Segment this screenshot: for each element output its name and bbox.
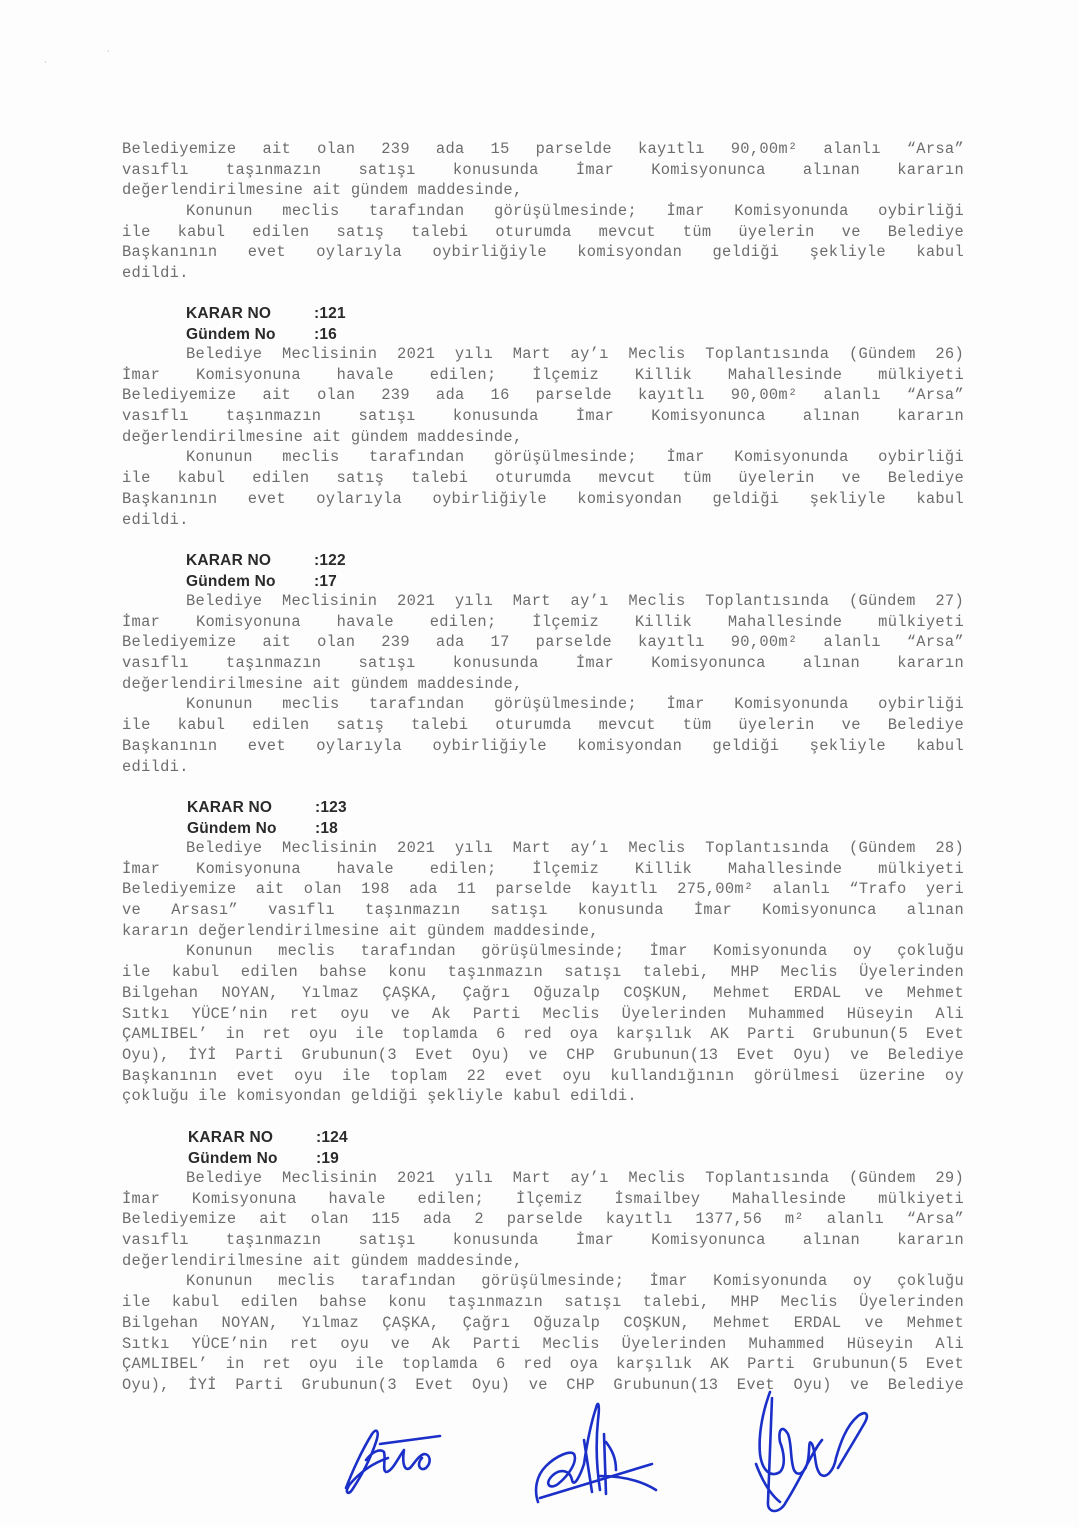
text-line: ÇAMLIBEL’ in ret oyu ile toplamda 6 red oya karşılık AK Parti Grubunun(5 Evet bbox=[122, 1355, 964, 1374]
text-line: Başkanının evet oylarıyla oybirliğiyle komisyondan geldiği şekliyle kabul bbox=[122, 489, 964, 508]
decision-header bbox=[186, 550, 346, 592]
text-line: Oyu), İYİ Parti Grubunun(3 Evet Oyu) ve CHP Grubunun(13 Evet Oyu) ve Belediye bbox=[122, 1375, 964, 1394]
text-line: ile kabul edilen bahse konu taşınmazın satışı talebi, MHP Meclis Üyelerinden bbox=[122, 1293, 964, 1312]
karar-no-row bbox=[186, 550, 346, 571]
text-line: Belediyemize ait olan 198 ada 11 parselde kayıtlı 275,00m² alanlı “Trafo yeri bbox=[122, 880, 964, 899]
text-line: değerlendirilmesine ait gündem maddesinde, bbox=[122, 427, 523, 446]
gundem-no-value: :17 bbox=[314, 573, 338, 590]
text-line: Belediyemize ait olan 115 ada 2 parselde kayıtlı 1377,56 m² alanlı “Arsa” bbox=[122, 1210, 964, 1229]
text-line: ile kabul edilen satış talebi oturumda mevcut tüm üyelerin ve Belediye bbox=[122, 222, 964, 241]
text-line: ile kabul edilen satış talebi oturumda mevcut tüm üyelerin ve Belediye bbox=[122, 469, 964, 488]
text-line: Belediye Meclisinin 2021 yılı Mart ay’ı Meclis Toplantısında (Gündem 27) bbox=[186, 592, 964, 610]
karar-no-value: :123 bbox=[315, 799, 347, 816]
text-line: Sıtkı YÜCE’nin ret oyu ve Ak Parti Meclis Üyelerinden Muhammed Hüseyin Ali bbox=[122, 1334, 964, 1353]
karar-no-row bbox=[187, 797, 347, 818]
text-line: Belediyemize ait olan 239 ada 15 parselde kayıtlı 90,00m² alanlı “Arsa” bbox=[122, 140, 964, 158]
text-line: Başkanının evet oyu ile toplam 22 evet oyu kullandığının görülmesi üzerine oy bbox=[122, 1066, 964, 1085]
karar-no-value: :124 bbox=[316, 1129, 348, 1146]
text-line: vasıflı taşınmazın satışı konusunda İmar Komisyonunca alınan kararın bbox=[122, 1231, 964, 1250]
karar-no-label: KARAR NO bbox=[187, 799, 273, 816]
decision-text bbox=[122, 1168, 964, 1396]
text-line: Başkanının evet oylarıyla oybirliğiyle komisyondan geldiği şekliyle kabul bbox=[122, 736, 964, 755]
text-line: Konunun meclis tarafından görüşülmesinde; İmar Komisyonunda oybirliği bbox=[186, 695, 964, 714]
text-line: edildi. bbox=[122, 510, 189, 529]
text-line: ile kabul edilen bahse konu taşınmazın satışı talebi, MHP Meclis Üyelerinden bbox=[122, 963, 964, 982]
gundem-no-row bbox=[187, 818, 347, 839]
decision-text bbox=[122, 139, 964, 284]
signature-1 bbox=[346, 1431, 440, 1493]
gundem-no-value: :18 bbox=[315, 820, 339, 837]
gundem-no-row bbox=[188, 1148, 348, 1169]
text-line: İmar Komisyonuna havale edilen; İlçemiz İsmailbey Mahallesinde mülkiyeti bbox=[122, 1189, 964, 1208]
text-line: vasıflı taşınmazın satışı konusunda İmar Komisyonunca alınan kararın bbox=[122, 160, 964, 179]
scan-speck: · bbox=[44, 58, 47, 67]
decision-text bbox=[122, 838, 964, 1107]
gundem-no-row bbox=[186, 571, 346, 592]
text-line: Belediye Meclisinin 2021 yılı Mart ay’ı Meclis Toplantısında (Gündem 29) bbox=[186, 1169, 964, 1187]
text-line: Konunun meclis tarafından görüşülmesinde; İmar Komisyonunda oybirliği bbox=[186, 202, 964, 221]
gundem-no-row bbox=[186, 324, 346, 345]
text-line: ve Arsası” vasıflı taşınmazın satışı konusunda İmar Komisyonunca alınan bbox=[122, 901, 964, 920]
signature-3 bbox=[756, 1392, 867, 1511]
karar-no-value: :122 bbox=[314, 552, 346, 569]
text-line: Belediye Meclisinin 2021 yılı Mart ay’ı Meclis Toplantısında (Gündem 26) bbox=[186, 345, 964, 363]
text-line: değerlendirilmesine ait gündem maddesinde, bbox=[122, 1251, 523, 1270]
decision-text bbox=[122, 344, 964, 530]
decision-header bbox=[187, 797, 347, 839]
text-line: Konunun meclis tarafından görüşülmesinde; İmar Komisyonunda oy çokluğu bbox=[186, 942, 964, 961]
gundem-no-label: Gündem No bbox=[188, 1150, 278, 1167]
text-line: Belediye Meclisinin 2021 yılı Mart ay’ı Meclis Toplantısında (Gündem 28) bbox=[186, 839, 964, 857]
text-line: edildi. bbox=[122, 757, 189, 776]
karar-no-value: :121 bbox=[314, 305, 346, 322]
signatures-area bbox=[0, 1380, 1079, 1520]
signature-2 bbox=[536, 1404, 656, 1502]
decision-text bbox=[122, 591, 964, 777]
text-line: vasıflı taşınmazın satışı konusunda İmar Komisyonunca alınan kararın bbox=[122, 654, 964, 673]
karar-no-row bbox=[186, 303, 346, 324]
text-line: Belediyemize ait olan 239 ada 17 parselde kayıtlı 90,00m² alanlı “Arsa” bbox=[122, 633, 964, 652]
text-line: İmar Komisyonuna havale edilen; İlçemiz Killik Mahallesinde mülkiyeti bbox=[122, 859, 964, 878]
gundem-no-label: Gündem No bbox=[187, 820, 277, 837]
text-line: kararın değerlendirilmesine ait gündem maddesinde, bbox=[122, 921, 599, 940]
text-line: Oyu), İYİ Parti Grubunun(3 Evet Oyu) ve CHP Grubunun(13 Evet Oyu) ve Belediye bbox=[122, 1045, 964, 1064]
text-line: İmar Komisyonuna havale edilen; İlçemiz Killik Mahallesinde mülkiyeti bbox=[122, 612, 964, 631]
decision-header bbox=[188, 1127, 348, 1169]
text-line: Başkanının evet oylarıyla oybirliğiyle komisyondan geldiği şekliyle kabul bbox=[122, 243, 964, 262]
text-line: İmar Komisyonuna havale edilen; İlçemiz Killik Mahallesinde mülkiyeti bbox=[122, 365, 964, 384]
text-line: Bilgehan NOYAN, Yılmaz ÇAŞKA, Çağrı Oğuzalp COŞKUN, Mehmet ERDAL ve Mehmet bbox=[122, 1313, 964, 1332]
decision-header bbox=[186, 303, 346, 345]
text-line: ile kabul edilen satış talebi oturumda mevcut tüm üyelerin ve Belediye bbox=[122, 716, 964, 735]
text-line: Konunun meclis tarafından görüşülmesinde; İmar Komisyonunda oybirliği bbox=[186, 448, 964, 467]
karar-no-label: KARAR NO bbox=[186, 552, 272, 569]
text-line: çokluğu ile komisyondan geldiği şekliyle kabul edildi. bbox=[122, 1087, 637, 1106]
gundem-no-value: :19 bbox=[316, 1150, 340, 1167]
karar-no-label: KARAR NO bbox=[188, 1129, 274, 1146]
gundem-no-value: :16 bbox=[314, 326, 338, 343]
text-line: Konunun meclis tarafından görüşülmesinde; İmar Komisyonunda oy çokluğu bbox=[186, 1272, 964, 1291]
text-line: Sıtkı YÜCE’nin ret oyu ve Ak Parti Meclis Üyelerinden Muhammed Hüseyin Ali bbox=[122, 1004, 964, 1023]
text-line: değerlendirilmesine ait gündem maddesinde, bbox=[122, 181, 523, 200]
text-line: ÇAMLIBEL’ in ret oyu ile toplamda 6 red oya karşılık AK Parti Grubunun(5 Evet bbox=[122, 1025, 964, 1044]
text-line: Belediyemize ait olan 239 ada 16 parselde kayıtlı 90,00m² alanlı “Arsa” bbox=[122, 386, 964, 405]
text-line: Bilgehan NOYAN, Yılmaz ÇAŞKA, Çağrı Oğuzalp COŞKUN, Mehmet ERDAL ve Mehmet bbox=[122, 983, 964, 1002]
text-line: değerlendirilmesine ait gündem maddesinde, bbox=[122, 674, 523, 693]
text-line: vasıflı taşınmazın satışı konusunda İmar Komisyonunca alınan kararın bbox=[122, 407, 964, 426]
text-line: edildi. bbox=[122, 264, 189, 283]
karar-no-label: KARAR NO bbox=[186, 305, 272, 322]
gundem-no-label: Gündem No bbox=[186, 326, 276, 343]
karar-no-row bbox=[188, 1127, 348, 1148]
gundem-no-label: Gündem No bbox=[186, 573, 276, 590]
scan-speck: · bbox=[107, 47, 110, 56]
